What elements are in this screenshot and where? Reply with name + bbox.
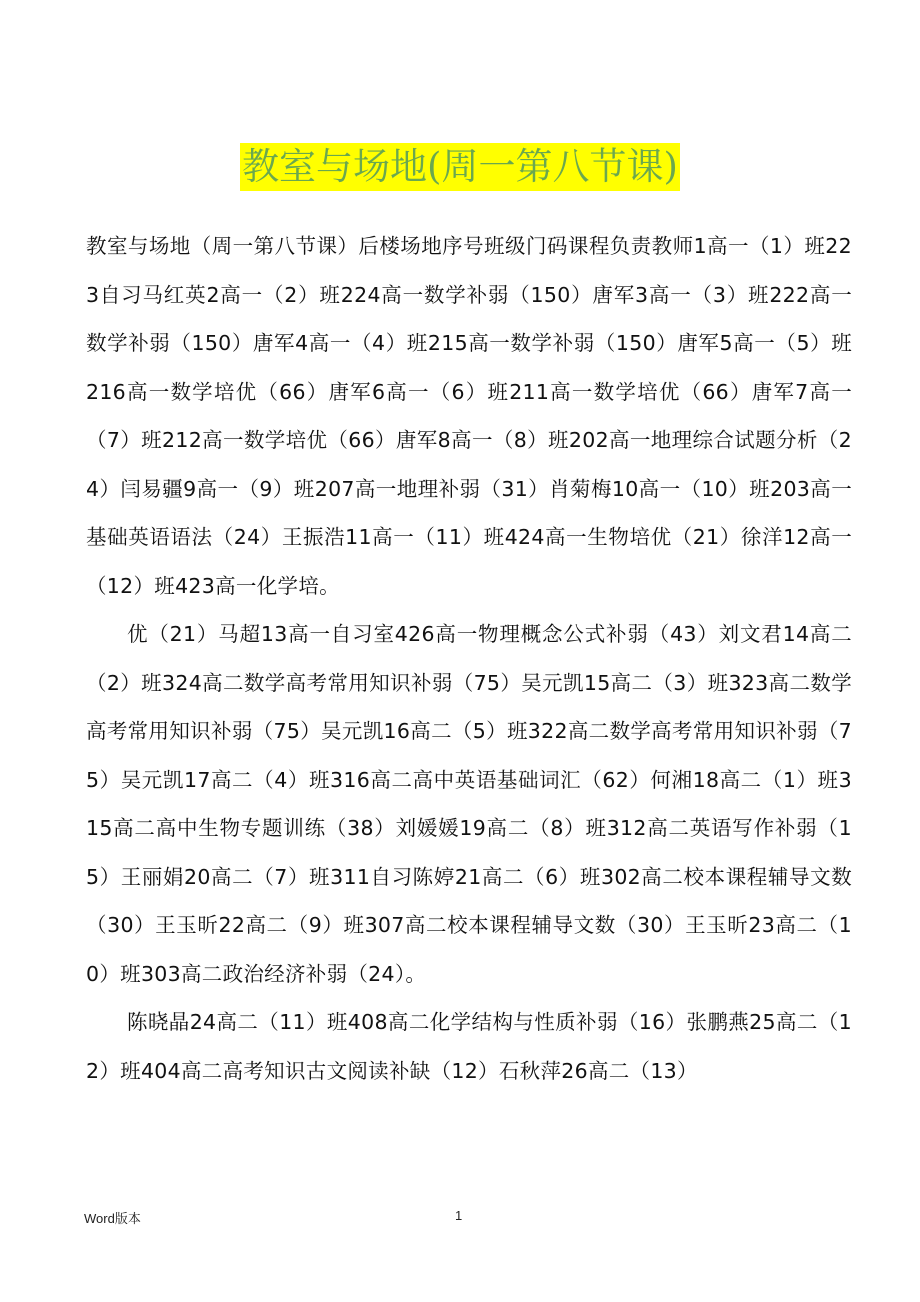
document-body [86, 222, 852, 1095]
document-title: 教室与场地(周一第八节课) [240, 143, 680, 191]
footer-page-number: 1 [455, 1208, 463, 1223]
paragraph-1: 教室与场地（周一第八节课）后楼场地序号班级门码课程负责教师1高一（1）班223自习马红英2高一（2）班224高一数学补弱（150）唐军3高一（3）班222高一数学补弱（150）唐军4高一（4）班215高一数学补弱（150）唐军5高一（5）班216高一数学培优（66）唐军6高一（6）班211高一数学培优（66）唐军7高一（7）班212高一数学培优（66）唐军8高一（8）班202高一地理综合试题分析（24）闫易疆9高一（9）班207高一地理补弱（31）肖菊梅10高一（10）班203高一基础英语语法（24）王振浩11高一（11）班424高一生物培优（21）徐洋12高一（12）班423高一化学培。 [86, 234, 852, 598]
title-container [0, 143, 920, 191]
footer-version-label: Word版本 [84, 1211, 141, 1226]
paragraph-3: 陈晓晶24高二（11）班408高二化学结构与性质补弱（16）张鹏燕25高二（12）班404高二高考知识古文阅读补缺（12）石秋萍26高二（13） [86, 1010, 852, 1083]
paragraph-2: 优（21）马超13高一自习室426高一物理概念公式补弱（43）刘文君14高二（2）班324高二数学高考常用知识补弱（75）吴元凯15高二（3）班323高二数学高考常用知识补弱（75）吴元凯16高二（5）班322高二数学高考常用知识补弱（75）吴元凯17高二（4）班316高二高中英语基础词汇（62）何湘18高二（1）班315高二高中生物专题训练（38）刘媛媛19高二（8）班312高二英语写作补弱（15）王丽娟20高二（7）班311自习陈婷21高二（6）班302高二校本课程辅导文数（30）王玉昕22高二（9）班307高二校本课程辅导文数（30）王玉昕23高二（10）班303高二政治经济补弱（24）。 [86, 622, 852, 986]
